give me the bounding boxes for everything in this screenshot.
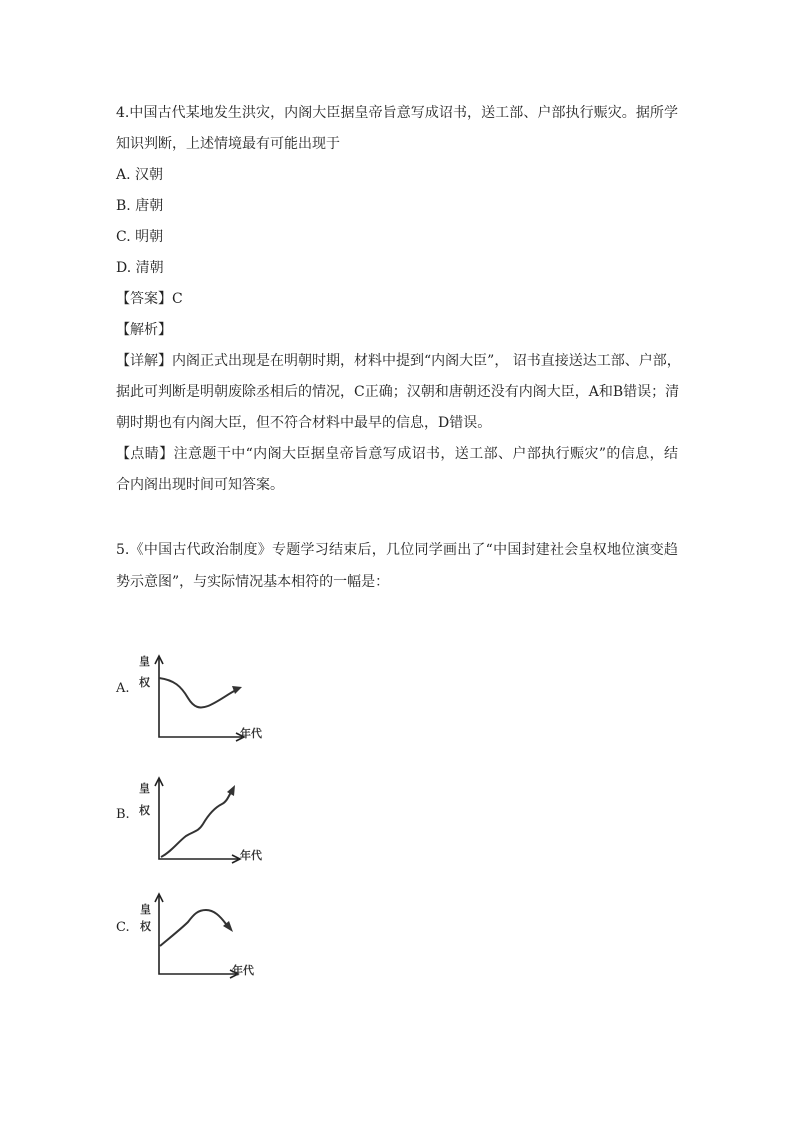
q4-option-a: A. 汉朝 bbox=[116, 167, 164, 183]
graph-b-x-label: 年代 bbox=[240, 849, 262, 862]
q4-option-b: B. 唐朝 bbox=[116, 198, 164, 214]
graph-a-x-label: 年代 bbox=[240, 727, 262, 740]
q5-stem-line-1: 5.《中国古代政治制度》专题学习结束后，几位同学画出了“中国封建社会皇权地位演变趋 bbox=[116, 542, 678, 558]
graph-a-y-label-top: 皇 bbox=[139, 655, 150, 668]
graph-a-trend-diagram bbox=[136, 630, 276, 745]
graph-b-y-label-top: 皇 bbox=[139, 782, 150, 795]
q4-stem-line-1: 4.中国古代某地发生洪灾，内阁大臣据皇帝旨意写成诏书，送工部、户部执行赈灾。据所学 bbox=[116, 105, 678, 121]
q4-option-d: D. 清朝 bbox=[116, 260, 164, 276]
graph-b-y-label-bottom: 权 bbox=[139, 804, 150, 817]
graph-c-x-label: 年代 bbox=[232, 964, 254, 977]
graph-c-curve bbox=[160, 910, 226, 946]
q4-detail-line-1: 【详解】内阁正式出现是在明朝时期，材料中提到“内阁大臣”， 诏书直接送达工部、户部， bbox=[116, 353, 681, 369]
q4-detail-line-3: 朝时期也有内阁大臣，但不符合材料中最早的信息，D错误。 bbox=[116, 415, 492, 431]
graph-b-option-label: B. bbox=[116, 807, 130, 822]
graph-a-curve-arrow bbox=[232, 686, 242, 694]
graph-a-y-label-bottom: 权 bbox=[139, 676, 150, 689]
q4-option-c: C. 明朝 bbox=[116, 229, 164, 245]
graph-c-y-label-bottom: 权 bbox=[140, 920, 151, 933]
graph-a-axes bbox=[159, 658, 242, 737]
graph-b-trend-diagram bbox=[136, 752, 276, 867]
q5-stem-line-2: 势示意图”，与实际情况基本相符的一幅是： bbox=[116, 574, 390, 590]
graph-c-axes bbox=[159, 896, 236, 974]
graph-b-curve-arrow bbox=[227, 785, 235, 796]
graph-c-trend-diagram bbox=[136, 870, 276, 985]
graph-b-axes bbox=[159, 780, 238, 859]
graph-b-curve bbox=[161, 792, 231, 857]
graph-a-curve bbox=[159, 678, 236, 707]
q4-detail-line-2: 据此可判断是明朝废除丞相后的情况，C正确；汉朝和唐朝还没有内阁大臣，A和B错误；清 bbox=[116, 384, 680, 400]
q4-stem-line-2: 知识判断，上述情境最有可能出现于 bbox=[116, 136, 340, 152]
graph-a-option-label: A. bbox=[116, 681, 130, 696]
q4-tip-line-2: 合内阁出现时间可知答案。 bbox=[116, 477, 284, 493]
graph-c-option-label: C. bbox=[116, 920, 130, 935]
graph-c-y-label-top: 皇 bbox=[140, 903, 151, 916]
q4-answer: 【答案】C bbox=[116, 291, 183, 307]
q4-tip-line-1: 【点睛】注意题干中“内阁大臣据皇帝旨意写成诏书，送工部、户部执行赈灾”的信息，结 bbox=[116, 446, 678, 462]
q4-analysis-title: 【解析】 bbox=[116, 322, 172, 338]
